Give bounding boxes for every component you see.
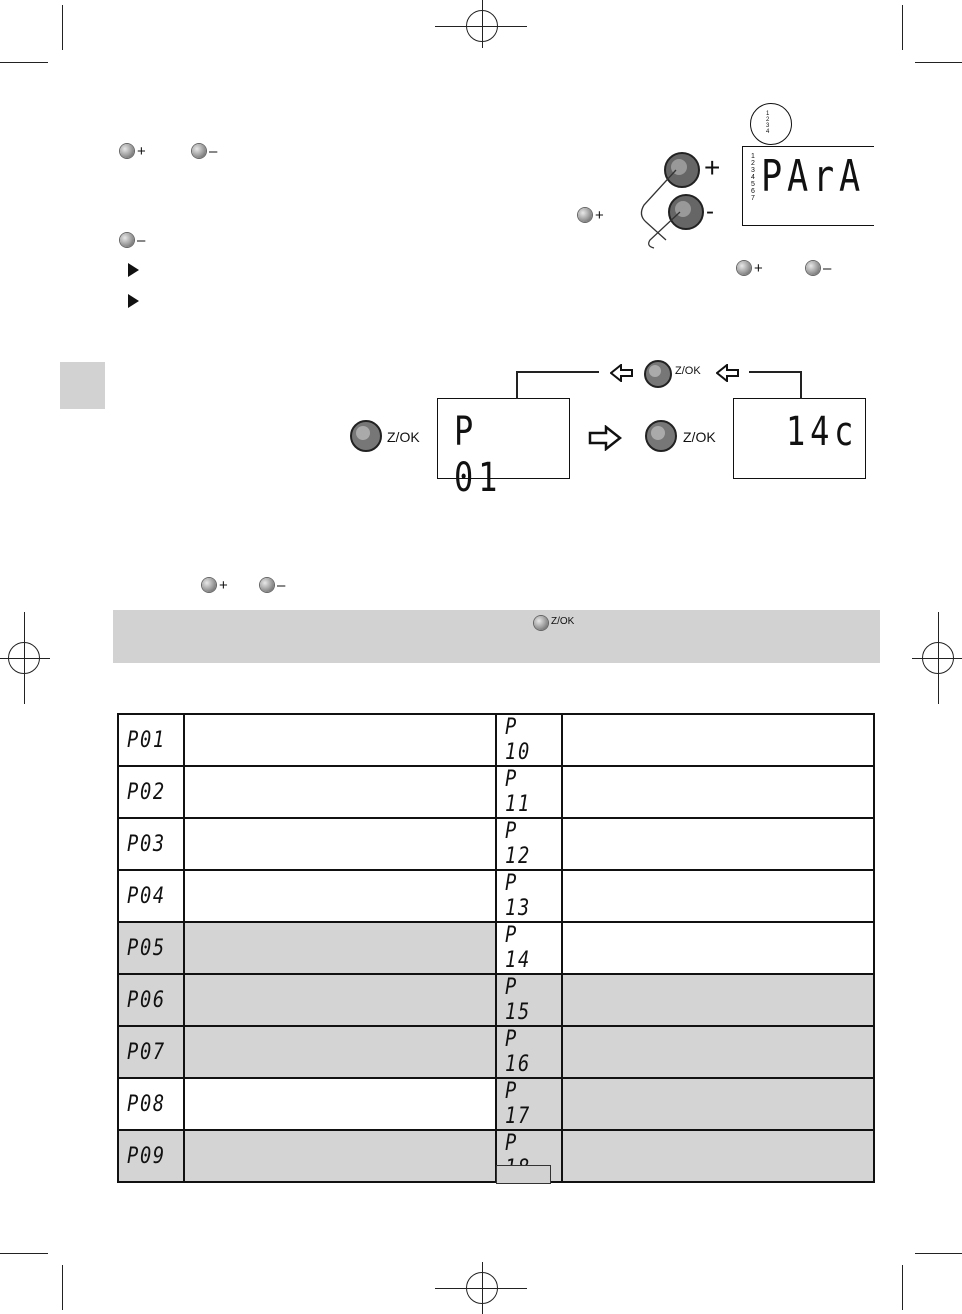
param-code: P 11 [505,767,531,817]
param-description-cell [562,1078,874,1130]
zok-button-illustration [348,418,384,454]
table-row [118,766,874,818]
plus-button-icon [202,578,216,592]
plus-sign: + [754,260,763,277]
param-code: P 17 [505,1079,531,1129]
lcd-display-para [742,146,874,226]
param-code-cell [118,818,184,870]
note-banner [113,610,880,663]
registration-mark [912,658,962,659]
parameter-table [117,713,875,1183]
left-arrow-icon [610,364,634,382]
param-code: P [505,1131,518,1156]
plus-button-icon [578,208,592,222]
param-code-cell [496,922,562,974]
param-code-cell [118,1078,184,1130]
table-row [118,870,874,922]
param-code: P05 [127,935,166,961]
zok-label: Z/OK [551,616,575,627]
param-description-cell [184,870,496,922]
crop-mark [62,1265,63,1310]
bullet-arrow-icon [128,294,139,308]
crop-mark [915,62,962,63]
table-row [118,818,874,870]
param-code-cell [118,1026,184,1078]
param-code-cell [496,1078,562,1130]
param-code: P 14 [505,923,531,973]
lcd-display-temp [733,398,866,479]
param-description-cell [562,974,874,1026]
registration-mark [482,0,483,48]
section-tab [60,362,105,409]
param-code: P06 [127,987,166,1013]
loop-line [749,371,802,373]
param-description-cell [562,1026,874,1078]
param-description-cell [562,922,874,974]
param-description-cell [184,766,496,818]
lcd-text: PArA [761,151,865,202]
param-description-cell [562,1130,874,1182]
left-arrow-icon [716,364,740,382]
table-row [118,1026,874,1078]
lcd-text: 14c [786,409,859,455]
minus-sign: – [209,143,218,160]
param-code-cell [496,714,562,766]
param-description-cell [562,818,874,870]
minus-sign: – [277,577,286,594]
right-arrow-icon [588,425,622,451]
registration-mark [0,658,50,659]
minus-button-icon [806,261,820,275]
param-description-cell [184,1130,496,1182]
loop-line [516,371,599,373]
registration-mark [24,612,25,704]
param-code-cell [118,714,184,766]
minus-button-icon [192,144,206,158]
plus-sign: + [137,143,146,160]
param-description-cell [184,714,496,766]
plus-big-sign: + [704,152,721,183]
plus-sign: + [595,207,604,224]
minus-sign: – [137,232,146,249]
param-code-cell [496,1026,562,1078]
table-row [118,974,874,1026]
zok-label: Z/OK [675,365,701,377]
param-description-cell [184,1026,496,1078]
loop-line [516,371,518,399]
table-row [118,1078,874,1130]
param-code-cell [496,766,562,818]
param-code: P 15 [505,975,531,1025]
param-code: P01 [127,727,166,753]
zok-label: Z/OK [683,429,716,445]
zok-button-illustration [643,418,679,454]
param-code-cell [496,974,562,1026]
minus-big-sign: - [706,198,714,225]
param-code: P07 [127,1039,166,1065]
zok-button-icon [534,616,548,630]
param-code: P04 [127,883,166,909]
param-code-cell [118,1130,184,1182]
registration-mark [938,612,939,704]
param-description-cell [562,714,874,766]
minus-button-icon [120,233,134,247]
zok-button-illustration [642,358,674,390]
menu-digits: 1234567 [751,153,755,202]
param-code: P 12 [505,819,531,869]
param-code: P 16 [505,1027,531,1077]
crop-mark [902,1265,903,1310]
param-code-cell [118,922,184,974]
registration-mark [435,1288,527,1289]
table-row [118,922,874,974]
page-number-box [496,1165,551,1184]
crop-mark [62,5,63,50]
table-row [118,714,874,766]
param-code: P 10 [505,715,531,765]
param-description-cell [562,870,874,922]
param-description-cell [562,766,874,818]
plus-sign: + [219,577,228,594]
param-code: P02 [127,779,166,805]
minus-sign: – [823,260,832,277]
param-code: P 13 [505,871,531,921]
finger-icon [636,160,706,250]
param-description-cell [184,974,496,1026]
plus-button-icon [120,144,134,158]
param-code-cell [496,818,562,870]
param-code: P09 [127,1143,166,1169]
crop-mark [902,5,903,50]
param-description-cell [184,818,496,870]
plus-button-icon [737,261,751,275]
lcd-text: P 01 [454,409,503,501]
registration-mark [482,1262,483,1314]
param-code-cell [118,870,184,922]
param-code-cell [118,766,184,818]
crop-mark [0,1253,48,1254]
crop-mark [0,62,48,63]
param-description-cell [184,1078,496,1130]
param-description-cell [184,922,496,974]
registration-mark [435,26,527,27]
inset-digits: 1234 [766,111,770,135]
minus-button-icon [260,578,274,592]
lcd-display-p01 [437,398,570,501]
zok-label: Z/OK [387,429,420,445]
loop-line [800,371,802,399]
zoom-inset [750,103,792,145]
bullet-arrow-icon [128,263,139,277]
param-code: P03 [127,831,166,857]
param-code-cell [496,870,562,922]
crop-mark [915,1253,962,1254]
param-code-cell [118,974,184,1026]
param-code: P08 [127,1091,166,1117]
